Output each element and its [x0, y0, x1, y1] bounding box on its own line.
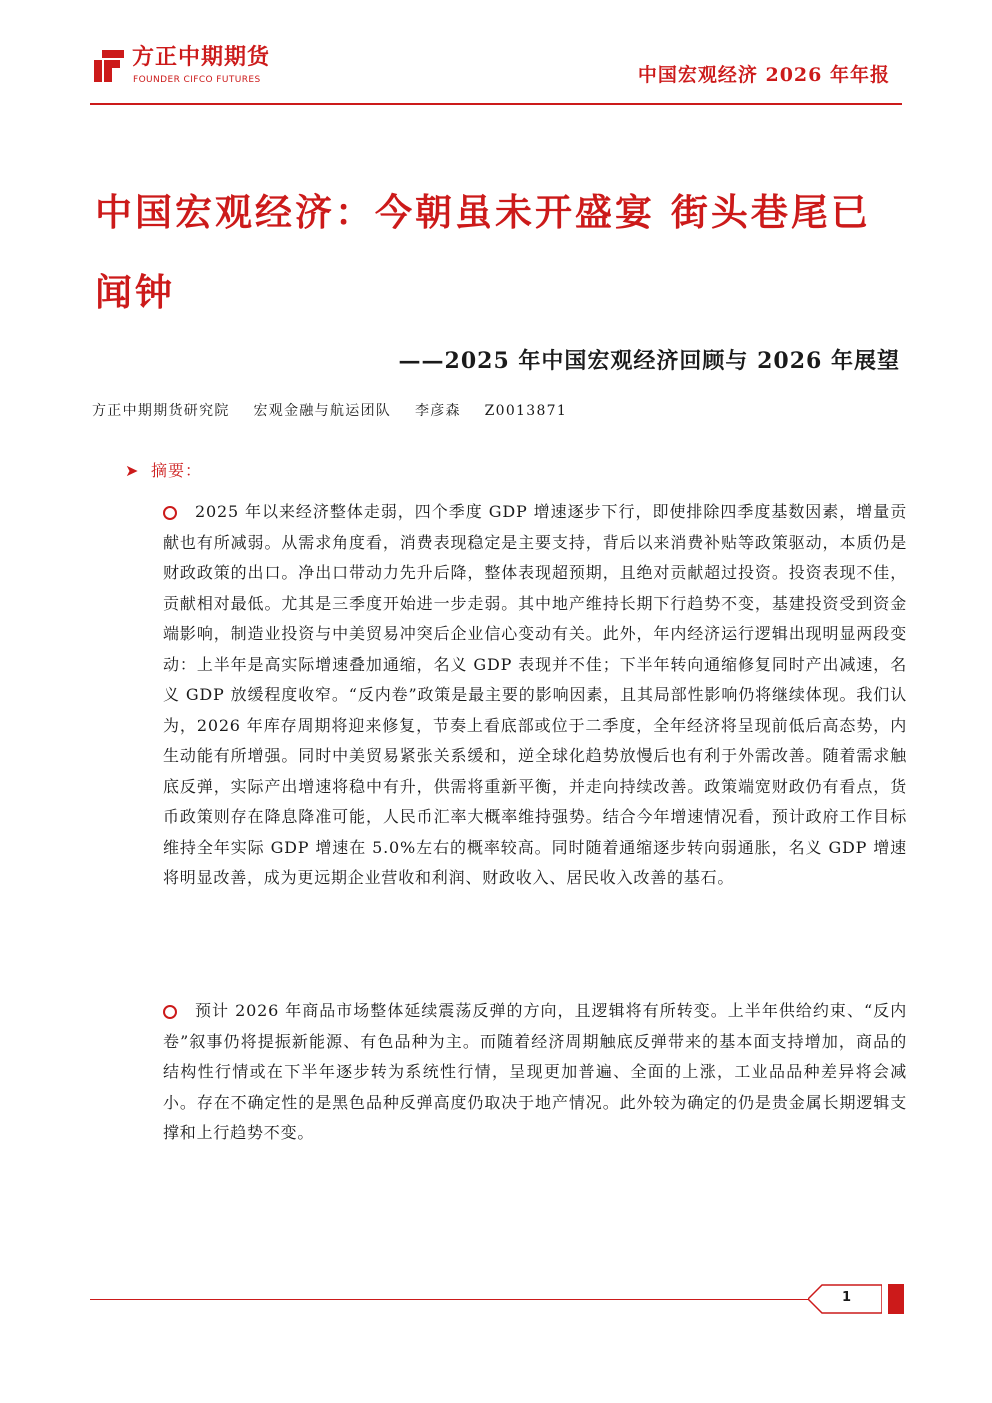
footer-divider — [90, 1299, 810, 1300]
report-title: 中国宏观经济：今朝虽未开盛宴 街头巷尾已闻钟 — [95, 190, 871, 314]
logo-mark-icon — [90, 46, 130, 86]
header-divider — [90, 103, 902, 105]
logo-text-en: FOUNDER CIFCO FUTURES — [133, 75, 261, 85]
author-line — [92, 400, 567, 420]
summary-paragraph-2 — [163, 996, 907, 1149]
page-number: 1 — [842, 1290, 852, 1305]
paragraph-text: 2025 年以来经济整体走弱，四个季度 GDP 增速逐步下行，即使排除四季度基数因素，增量贡献也有所减弱。从需求角度看，消费表现稳定是主要支持，背后以来消费补贴等政策驱动，本质仍是财政政策的出口。净出口带动力先升后降，整体表现超预期，且绝对贡献超过投资。投资表现不佳，贡献相对最低。尤其是三季度开始进一步走弱。其中地产维持长期下行趋势不变，基建投资受到资金端影响，制造业投资与中美贸易冲突后企业信心变动有关。此外，年内经济运行逻辑出现明显两段变动：上半年是高实际增速叠加通缩，名义 GDP 表现并不佳；下半年转向通缩修复同时产出减速，名义 GDP 放缓程度收窄。“反内卷”政策是最主要的影响因素，且其局部性影响仍将继续体现。我们认为，2026 年库存周期将迎来修复，节奏上看底部或位于二季度，全年经济将呈现前低后高态势，内生动能有所增强。同时中美贸易紧张关系缓和，逆全球化趋势放慢后也有利于外需改善。随着需求触底反弹，实际产出增速将稳中有升，供需将重新平衡，并走向持续改善。政策端宽财政仍有看点，货币政策则存在降息降准可能，人民币汇率大概率维持强势。结合今年增速情况看，预计政府工作目标维持全年实际 GDP 增速在 5.0%左右的概率较高。同时随着通缩逐步转向弱通胀，名义 GDP 增速将明显改善，成为更远期企业营收和利润、财政收入、居民收入改善的基石。 — [163, 502, 907, 887]
author-team: 宏观金融与航运团队 — [253, 403, 392, 419]
summary-heading — [125, 458, 202, 481]
summary-paragraph-1 — [163, 497, 907, 894]
arrow-right-icon: ➤ — [125, 461, 140, 480]
page-bar-accent — [888, 1284, 904, 1314]
report-tag: 中国宏观经济 2026 年年报 — [637, 64, 890, 86]
circle-bullet-icon — [163, 506, 177, 520]
report-subtitle: ——2025 年中国宏观经济回顾与 2026 年展望 — [398, 348, 900, 374]
author-institute: 方正中期期货研究院 — [92, 403, 230, 419]
company-logo — [90, 44, 290, 94]
logo-text-cn: 方正中期期货 — [132, 45, 271, 70]
summary-label: 摘要： — [151, 461, 203, 480]
paragraph-text: 预计 2026 年商品市场整体延续震荡反弹的方向，且逻辑将有所转变。上半年供给约束、“反内卷”叙事仍将提振新能源、有色品种为主。而随着经济周期触底反弹带来的基本面支持增加，商品的结构性行情或在下半年逐步转为系统性行情，呈现更加普遍、全面的上涨，工业品品种差异将会减小。存在不确定性的是黑色品种反弹高度仍取决于地产情况。此外较为确定的仍是贵金属长期逻辑支撑和上行趋势不变。 — [163, 1001, 907, 1142]
author-name: 李彦森 — [414, 403, 461, 419]
author-id: Z0013871 — [484, 403, 568, 419]
circle-bullet-icon — [163, 1005, 177, 1019]
page-number-badge — [808, 1284, 882, 1314]
page-header — [0, 0, 992, 110]
